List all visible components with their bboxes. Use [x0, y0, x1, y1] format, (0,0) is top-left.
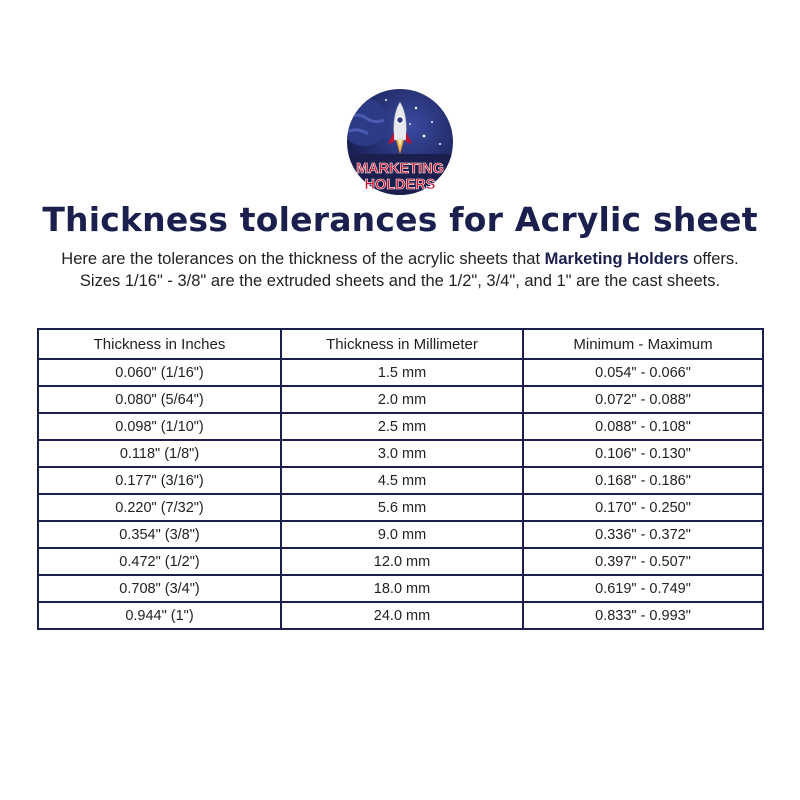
cell-min-max: 0.054" - 0.066" — [523, 359, 763, 386]
cell-inches: 0.098" (1/10") — [38, 413, 281, 440]
table-row — [38, 386, 763, 413]
cell-min-max: 0.336" - 0.372" — [523, 521, 763, 548]
cell-inches: 0.118" (1/8") — [38, 440, 281, 467]
header-millimeter: Thickness in Millimeter — [281, 329, 523, 359]
table-row — [38, 413, 763, 440]
cell-millimeter: 9.0 mm — [281, 521, 523, 548]
cell-min-max: 0.619" - 0.749" — [523, 575, 763, 602]
cell-millimeter: 2.5 mm — [281, 413, 523, 440]
description-line1-prefix: Here are the tolerances on the thickness of the acrylic sheets that — [61, 250, 545, 268]
table-row — [38, 359, 763, 386]
cell-min-max: 0.170" - 0.250" — [523, 494, 763, 521]
cell-min-max: 0.168" - 0.186" — [523, 467, 763, 494]
cell-inches: 0.220" (7/32") — [38, 494, 281, 521]
table-row — [38, 602, 763, 629]
table-row — [38, 494, 763, 521]
brand-name: Marketing Holders — [544, 250, 689, 268]
header-inches: Thickness in Inches — [38, 329, 281, 359]
cell-inches: 0.354" (3/8") — [38, 521, 281, 548]
description-line1-suffix: offers. — [688, 250, 739, 268]
table-row — [38, 548, 763, 575]
table-row — [38, 440, 763, 467]
cell-min-max: 0.072" - 0.088" — [523, 386, 763, 413]
cell-millimeter: 5.6 mm — [281, 494, 523, 521]
rocket-logo-icon — [346, 88, 454, 196]
cell-millimeter: 1.5 mm — [281, 359, 523, 386]
tolerance-table — [37, 328, 764, 630]
description — [20, 248, 780, 292]
description-line2: Sizes 1/16" - 3/8" are the extruded sheets and the 1/2", 3/4", and 1" are the cast sheets. — [79, 272, 721, 290]
cell-millimeter: 12.0 mm — [281, 548, 523, 575]
page-title: Thickness tolerances for Acrylic sheet — [42, 200, 758, 239]
cell-min-max: 0.088" - 0.108" — [523, 413, 763, 440]
cell-inches: 0.472" (1/2") — [38, 548, 281, 575]
cell-min-max: 0.106" - 0.130" — [523, 440, 763, 467]
cell-millimeter: 2.0 mm — [281, 386, 523, 413]
logo-text-line1: MARKETING — [356, 161, 444, 177]
cell-inches: 0.177" (3/16") — [38, 467, 281, 494]
table-row — [38, 575, 763, 602]
header-min-max: Minimum - Maximum — [523, 329, 763, 359]
table-row — [38, 521, 763, 548]
cell-min-max: 0.833" - 0.993" — [523, 602, 763, 629]
cell-inches: 0.080" (5/64") — [38, 386, 281, 413]
cell-inches: 0.708" (3/4") — [38, 575, 281, 602]
cell-millimeter: 24.0 mm — [281, 602, 523, 629]
cell-inches: 0.944" (1") — [38, 602, 281, 629]
cell-millimeter: 3.0 mm — [281, 440, 523, 467]
cell-inches: 0.060" (1/16") — [38, 359, 281, 386]
table-header-row — [38, 329, 763, 359]
cell-millimeter: 18.0 mm — [281, 575, 523, 602]
table-row — [38, 467, 763, 494]
marketing-holders-logo — [346, 88, 454, 196]
cell-min-max: 0.397" - 0.507" — [523, 548, 763, 575]
logo-text-line2: HOLDERS — [364, 177, 436, 193]
cell-millimeter: 4.5 mm — [281, 467, 523, 494]
